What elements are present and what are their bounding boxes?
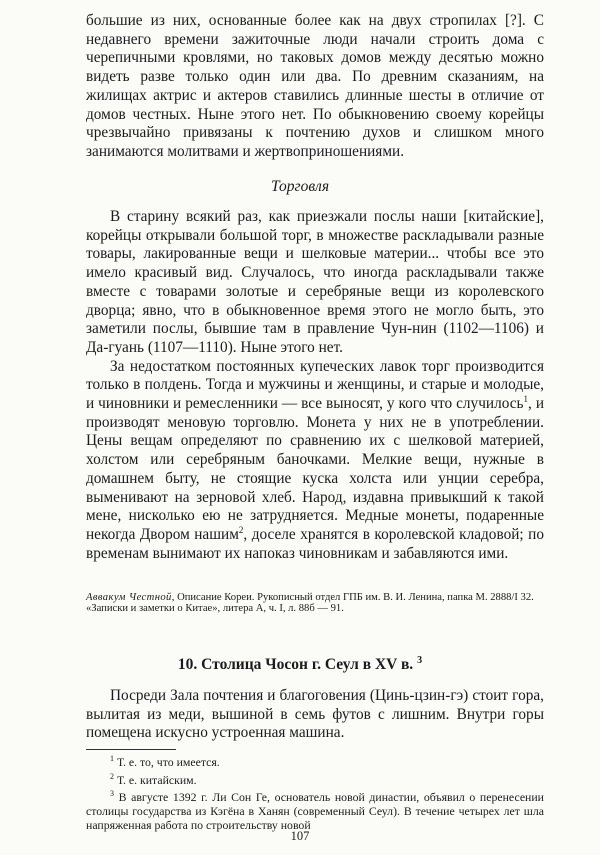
footnote-2 bbox=[86, 770, 544, 788]
source-author: Аввакум Честной bbox=[86, 592, 172, 603]
footnote-ref-2: 2 bbox=[238, 524, 244, 535]
footnote-2-num: 2 bbox=[110, 771, 114, 781]
source-block bbox=[86, 592, 544, 615]
trade-paragraph-2-part-a: За недостатком постоянных купеческих лавок торг производится только в полдень. Тогда и мужчины и женщины, и старые и молодые, и чиновники и ремесленники — все выносят, у кого что случилось bbox=[86, 357, 544, 413]
trade-heading: Торговля bbox=[270, 178, 330, 195]
footnote-1-num: 1 bbox=[110, 754, 114, 763]
section-title-text: 10. Столица Чосон г. Сеул в XV в. bbox=[177, 656, 414, 674]
trade-block bbox=[86, 208, 544, 563]
footnote-ref-1: 1 bbox=[523, 393, 529, 404]
trade-paragraph-2-part-b: , и производят меновую торговлю. Монета у них не в употреблении. Цены вещам определяют по сравнению их с шелковой материей, холстом или серебряным баночками. Мелкие вещи, нужные в домашнем быту, не стоящие куска холста или унции серебра, выменивают на зерновой хлеб. Народ, издавна привыкший к такой мене, нисколько ею не затрудняется. Медные монеты, подаренные некогда Двором нашим bbox=[86, 395, 544, 543]
footnotes bbox=[86, 752, 544, 833]
intro-paragraph: большие из них, основанные более как на двух стропилах [?]. С недавнего времени зажиточные люди начали строить дома с черепичными кровлями, но таковых домов между десятью можно видеть разве только один или два. По древним сказаниям, на жилищах актрис и актеров ставились длинные шесты в отличие от домов честных. Ныне этого нет. По обыкновению своему корейцы чрезвычайно привязаны к почтению духов и слишком много занимаются молитвами и жертвоприношениями. bbox=[86, 12, 544, 160]
footnote-ref-3: 3 bbox=[417, 655, 423, 666]
footnote-1 bbox=[86, 752, 544, 770]
section-title bbox=[0, 655, 600, 674]
capital-paragraph: Посреди Зала почтения и благоговения (Цинь-цзин-гэ) стоит гора, вылитая из меди, вышиной в семь футов с лишним. Внутри горы помещена искусно устроенная машина. bbox=[86, 687, 544, 742]
trade-paragraph-1: В старину всякий раз, как приезжали послы наши [китайские], корейцы открывали большой торг, в множестве раскладывали разные товары, лакированные вещи и шелковые материи... чтобы все это имело красивый вид. Случалось, что иногда раскладывали также вместе с товарами золотые и серебряные вещи из королевского дворца; явно, что в обыкновенное время этого не могло быть, это заметили послы, бывшие там в правление Чун-нин (1102—1106) и Да-гуань (1107—1110). Ныне этого нет. bbox=[86, 208, 544, 356]
capital-block bbox=[86, 687, 544, 743]
footnote-3 bbox=[86, 787, 544, 832]
footnote-1-text: Т. е. то, что имеется. bbox=[114, 754, 220, 769]
intro-block bbox=[86, 12, 544, 162]
footnote-3-num: 3 bbox=[110, 789, 114, 799]
trade-paragraph-2 bbox=[86, 358, 544, 564]
footnote-3-text: В августе 1392 г. Ли Сон Ге, основатель новой династии, объявил о перенесении столицы государства из Кэгёна в Ханян (современный Сеул). В течение четырех лет шла напряженная работа по строительству новой bbox=[86, 790, 544, 832]
source-citation bbox=[86, 592, 544, 615]
page-number: 107 bbox=[290, 829, 310, 843]
source-text: , Описание Кореи. Рукописный отдел ГПБ им. В. И. Ленина, папка М. 2888/I 32. «Записки и заметки о Китае», литера А, ч. I, л. 88б — 91. bbox=[86, 592, 534, 615]
footnote-divider bbox=[86, 749, 176, 750]
footnote-2-text: Т. е. китайским. bbox=[114, 772, 197, 787]
trade-paragraph-2-part-c: , доселе хранятся в королевской кладовой; по временам вынимают их напоказ чиновникам и забавляются ими. bbox=[86, 525, 544, 562]
